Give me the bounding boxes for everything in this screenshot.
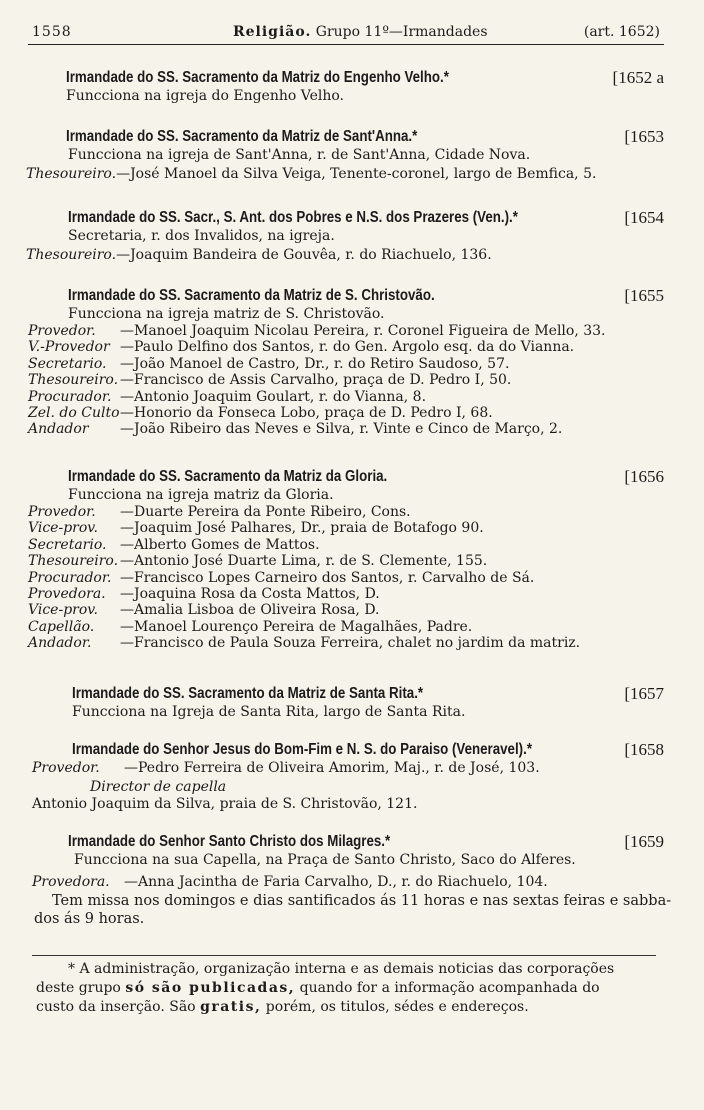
running-title <box>233 24 488 40</box>
entry-subtitle: Funcciona na igreja do Engenho Velho. <box>66 88 344 104</box>
entry-number: [1654 <box>624 208 664 227</box>
director-text: Antonio Joaquim da Silva, praia de S. Christovão, 121. <box>32 795 418 812</box>
officer-row <box>28 619 664 635</box>
officer-text: —Duarte Pereira da Ponte Ribeiro, Cons. <box>120 504 411 520</box>
entry-1655 <box>30 286 664 438</box>
officer-role: Andador. <box>28 635 92 652</box>
officer-row <box>28 356 664 372</box>
page-number: 1558 <box>32 24 72 40</box>
officer-text: —Paulo Delfino dos Santos, r. do Gen. Argolo esq. da do Vianna. <box>120 339 575 356</box>
officer-role: Zel. do Culto <box>28 405 120 422</box>
officer-text: —Antonio Joaquim Goulart, r. do Vianna, 8. <box>120 388 427 405</box>
officer-row <box>28 339 664 355</box>
entry-subtitle: Funcciona na Igreja de Santa Rita, largo de Santa Rita. <box>72 704 466 720</box>
officer-text: —João Ribeiro das Neves e Silva, r. Vinte e Cinco de Março, 2. <box>120 421 563 438</box>
officer-role: Vice-prov. <box>28 602 98 619</box>
officer-text: —Joaquim José Palhares, Dr., praia de Botafogo 90. <box>120 520 484 537</box>
officer-row <box>28 586 664 602</box>
director-heading: Director de capella <box>90 779 227 796</box>
footnote-divider <box>32 955 656 956</box>
entry-subtitle: Funcciona na igreja matriz de S. Christovão. <box>68 306 385 322</box>
officer-row <box>28 570 664 586</box>
officer-row <box>26 247 664 263</box>
entry-title: Irmandade do SS. Sacramento da Matriz do Engenho Velho.* <box>66 69 449 86</box>
entry-number: [1655 <box>624 286 664 305</box>
entry-1656 <box>30 467 664 652</box>
article-reference: (art. 1652) <box>583 24 660 40</box>
officer-row <box>28 389 664 405</box>
entry-title: Irmandade do SS. Sacramento da Matriz de Sant'Anna.* <box>66 128 418 145</box>
officer-row <box>26 166 664 182</box>
officer-text: —Manoel Joaquim Nicolau Pereira, r. Coronel Figueira de Mello, 33. <box>120 323 606 339</box>
officer-role: Vice-prov. <box>28 520 98 537</box>
entry-subtitle: Funcciona na igreja de Sant'Anna, r. de Sant'Anna, Cidade Nova. <box>68 147 531 163</box>
officer-row <box>28 635 664 651</box>
officer-role: Procurador. <box>28 388 112 405</box>
officer-role: Provedor. <box>28 504 96 520</box>
footnote-line-3 <box>36 998 660 1017</box>
officer-role: Provedor. <box>32 760 100 776</box>
officer-text: —Pedro Ferreira de Oliveira Amorim, Maj., r. de José, 103. <box>124 760 540 776</box>
officer-row <box>28 537 664 553</box>
section-title: Religião. <box>233 24 312 40</box>
footnote-text: quando for a informação acompanhada do <box>299 980 600 996</box>
footnote-line-2 <box>36 979 660 998</box>
footnote-text: deste grupo <box>36 980 121 996</box>
officer-text: —Amalia Lisboa de Oliveira Rosa, D. <box>120 602 380 619</box>
officer-list <box>30 323 664 438</box>
entry-1653 <box>26 127 664 182</box>
entry-title: Irmandade do Senhor Jesus do Bom-Fim e N. S. do Paraiso (Veneravel).* <box>72 741 533 758</box>
officer-row <box>28 504 664 520</box>
entry-1654 <box>26 208 664 263</box>
mass-note-line-1: Tem missa nos domingos e dias santificados ás 11 horas e nas sextas feiras e sabba- <box>52 893 672 910</box>
officer-row <box>32 874 664 890</box>
officer-text: —Alberto Gomes de Mattos. <box>120 536 320 553</box>
officer-row <box>28 372 664 388</box>
officer-role: Thesoureiro. <box>26 247 117 263</box>
entry-title: Irmandade do SS. Sacramento da Matriz de Santa Rita.* <box>72 685 424 702</box>
officer-row <box>28 323 664 339</box>
officer-text: —Francisco Lopes Carneiro dos Santos, r. Carvalho de Sá. <box>120 569 535 586</box>
officer-list <box>30 504 664 652</box>
officer-role: Provedora. <box>32 874 110 890</box>
officer-role: V.-Provedor <box>28 339 110 356</box>
officer-text: —Antonio José Duarte Lima, r. de S. Clemente, 155. <box>120 553 488 570</box>
officer-text: —Honorio da Fonseca Lobo, praça de D. Pedro I, 68. <box>120 405 493 422</box>
entry-subtitle: Funcciona na igreja matriz da Gloria. <box>68 487 334 503</box>
entry-1652a <box>30 68 664 105</box>
footnote-line-1: * A administração, organização interna e as demais noticias das corporações <box>68 961 615 977</box>
footnote <box>36 960 660 1017</box>
entry-number: [1657 <box>624 684 664 703</box>
entry-title: Irmandade do SS. Sacramento da Matriz da Gloria. <box>68 468 388 485</box>
entry-1658 <box>30 740 664 812</box>
footnote-emphasis: só são publicadas, <box>125 980 296 996</box>
footnote-emphasis: gratis, <box>200 999 262 1015</box>
entry-number: [1653 <box>624 127 664 146</box>
officer-row <box>28 421 664 437</box>
entry-number: [1658 <box>624 740 664 759</box>
officer-role: Andador <box>28 421 89 438</box>
officer-text: —Anna Jacintha de Faria Carvalho, D., r. do Riachuelo, 104. <box>124 874 548 890</box>
officer-role: Thesoureiro. <box>28 372 119 389</box>
officer-text: —Joaquim Bandeira de Gouvêa, r. do Riachuelo, 136. <box>116 247 492 263</box>
officer-role: Capellão. <box>28 618 95 635</box>
officer-row <box>32 760 664 776</box>
officer-row <box>28 602 664 618</box>
entry-1657 <box>30 684 664 721</box>
entry-1659 <box>30 832 672 928</box>
entry-number: [1656 <box>624 467 664 486</box>
footnote-text: porém, os titulos, sédes e endereços. <box>265 999 529 1015</box>
entry-title: Irmandade do Senhor Santo Christo dos Milagres.* <box>68 833 391 850</box>
officer-row <box>28 553 664 569</box>
officer-role: Secretario. <box>28 355 107 372</box>
officer-role: Thesoureiro. <box>26 166 117 182</box>
entry-title: Irmandade do SS. Sacramento da Matriz de S. Christovão. <box>68 287 435 304</box>
officer-text: —José Manoel da Silva Veiga, Tenente-coronel, largo de Bemfica, 5. <box>116 166 597 182</box>
officer-row <box>28 520 664 536</box>
entry-number: [1652 a <box>612 68 664 87</box>
officer-role: Thesoureiro. <box>28 553 119 570</box>
page-header <box>28 22 664 45</box>
group-subtitle: Grupo 11º—Irmandades <box>315 24 488 40</box>
entry-subtitle: Funcciona na sua Capella, na Praça de Santo Christo, Saco do Alferes. <box>74 852 576 868</box>
footnote-text: custo da inserção. São <box>36 999 196 1015</box>
officer-row <box>28 405 664 421</box>
mass-note-line-2: dos ás 9 horas. <box>34 911 145 928</box>
entry-subtitle: Secretaria, r. dos Invalidos, na igreja. <box>68 228 335 244</box>
officer-role: Secretario. <box>28 536 107 553</box>
entry-number: [1659 <box>624 832 664 851</box>
officer-text: —Francisco de Paula Souza Ferreira, chalet no jardim da matriz. <box>120 635 581 652</box>
officer-role: Procurador. <box>28 569 112 586</box>
officer-text: —Joaquina Rosa da Costa Mattos, D. <box>120 586 380 603</box>
entry-title: Irmandade do SS. Sacr., S. Ant. dos Pobres e N.S. dos Prazeres (Ven.).* <box>68 209 518 226</box>
officer-role: Provedor. <box>28 323 96 339</box>
officer-role: Provedora. <box>28 586 106 603</box>
officer-text: —Manoel Lourenço Pereira de Magalhães, Padre. <box>120 618 473 635</box>
officer-text: —João Manoel de Castro, Dr., r. do Retiro Saudoso, 57. <box>120 355 510 372</box>
officer-text: —Francisco de Assis Carvalho, praça de D. Pedro I, 50. <box>120 372 512 389</box>
